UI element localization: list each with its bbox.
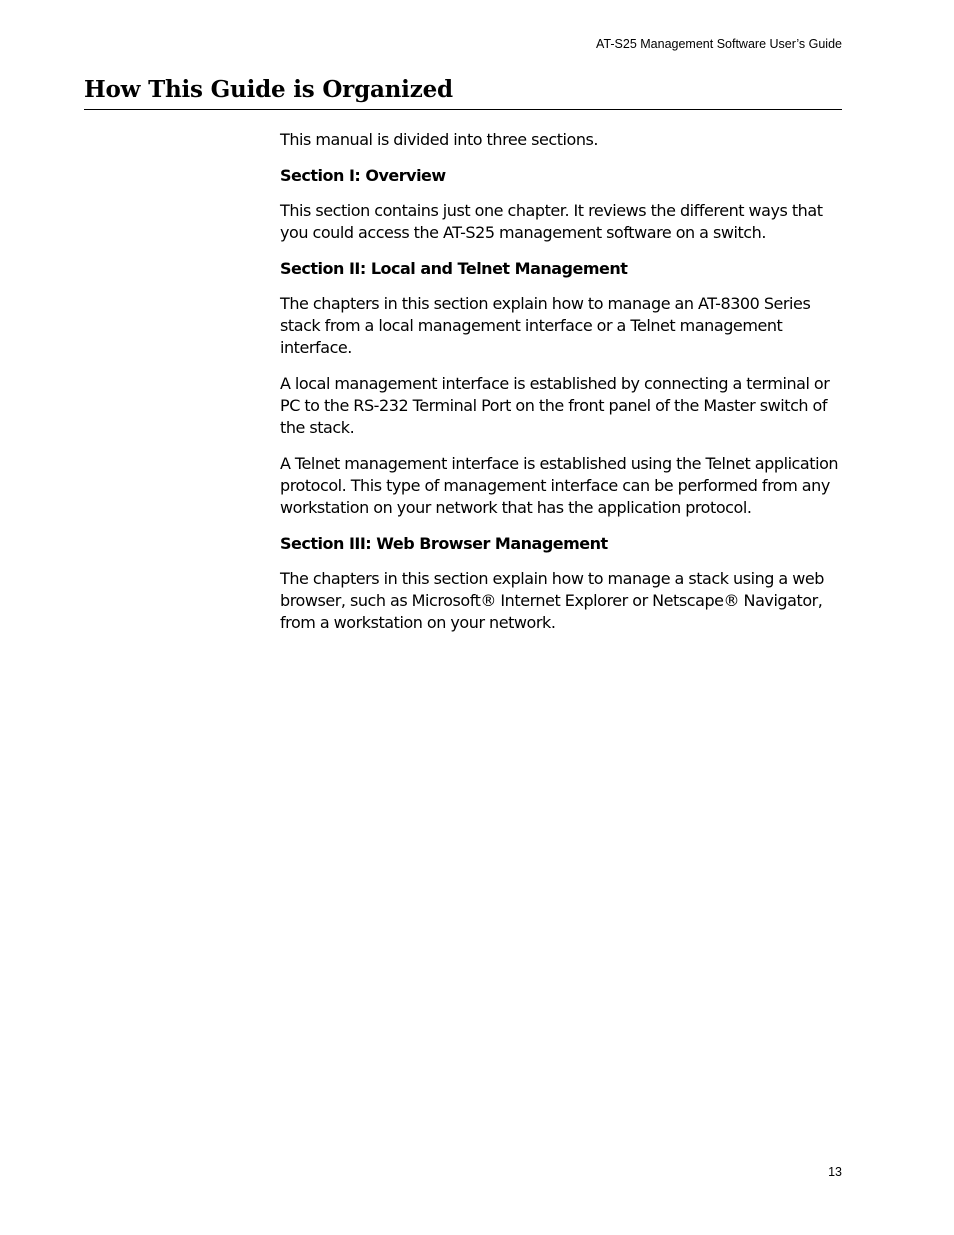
page-number: 13	[828, 1165, 842, 1179]
intro-paragraph: This manual is divided into three sections.	[280, 130, 599, 149]
section-3-paragraph: The chapters in this section explain how to manage a stack using a web browser, such as Microsoft® Internet Explorer or Netscape® Navigator, from a workstation on your network.	[280, 569, 824, 632]
section-3-heading: Section III: Web Browser Management	[280, 534, 608, 553]
section-1-paragraph: This section contains just one chapter. It reviews the different ways that you could access the AT-S25 management software on a switch.	[280, 201, 823, 242]
title-rule	[84, 109, 842, 110]
section-1-heading: Section I: Overview	[280, 166, 446, 185]
running-header: AT-S25 Management Software User’s Guide	[596, 37, 842, 51]
section-2-paragraph-1: The chapters in this section explain how to manage an AT-8300 Series stack from a local management interface or a Telnet management interface.	[280, 294, 811, 357]
body-content	[280, 129, 845, 648]
page-title: How This Guide is Organized	[84, 76, 453, 103]
section-2-paragraph-2: A local management interface is established by connecting a terminal or PC to the RS-232 Terminal Port on the front panel of the Master switch of the stack.	[280, 374, 830, 437]
section-2-heading: Section II: Local and Telnet Management	[280, 259, 628, 278]
section-2-paragraph-3: A Telnet management interface is established using the Telnet application protocol. This type of management interface can be performed from any workstation on your network that has the application protocol.	[280, 454, 839, 517]
